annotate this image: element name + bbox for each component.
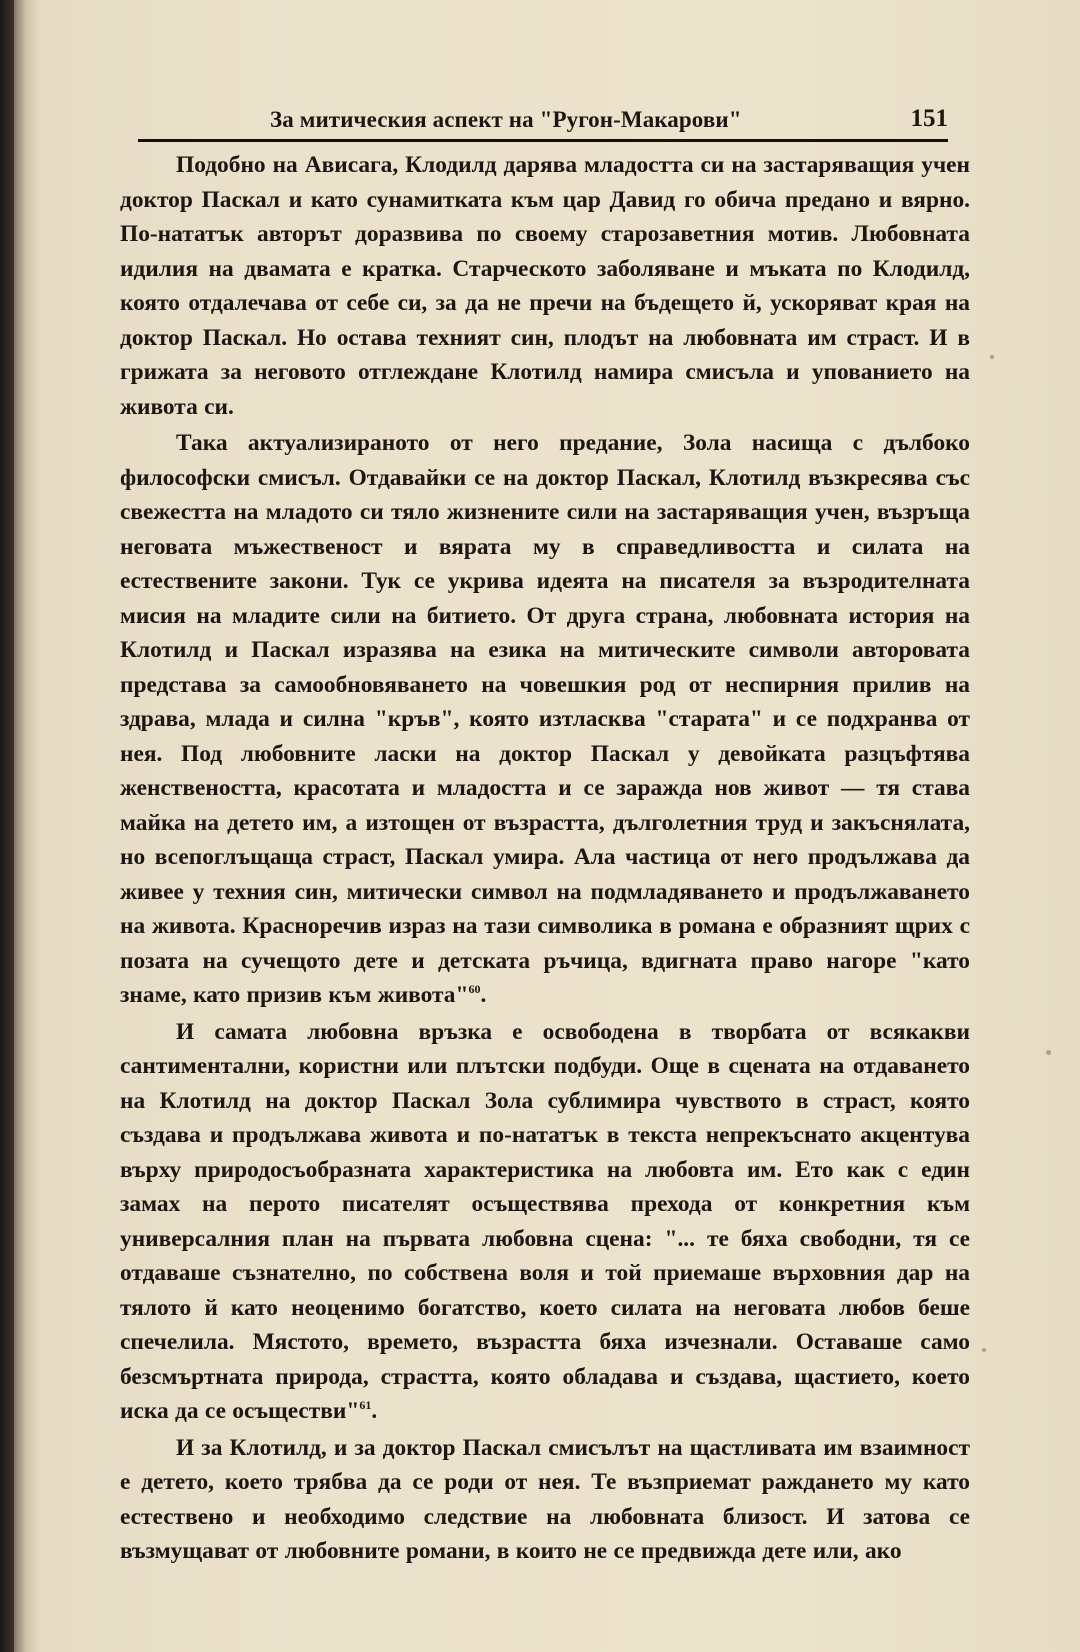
running-title: За митическия аспект на "Ругон-Макарови" [270, 107, 742, 132]
paragraph-text: Подобно на Ависага, Клодилд дарява младостта си на застаряващия учен доктор Паскал и като сунамитката към цар Давид го обича предано и вярно. По-нататък авторът доразвива по своему старозаветния мотив. Любовната идилия на двамата е кратка. Старческото заболяване и мъката по Клодилд, която отдалечава от себе си, за да не пречи на бъдещето й, ускоряват края на доктор Паскал. Но остава техният син, плодът на любовната им страст. И в грижата за неговото отглеждане Клотилд намира смисъла и упованието на живота си. [120, 152, 970, 420]
page-number: 151 [910, 105, 948, 132]
page-blemish [990, 355, 994, 359]
paragraph [120, 1431, 970, 1569]
footnote-ref: 60 [468, 982, 481, 996]
paragraph [120, 148, 970, 424]
body-text [120, 148, 970, 1569]
page-blemish [1046, 1050, 1051, 1055]
paragraph-end: . [371, 1398, 378, 1424]
paragraph-text: И за Клотилд, и за доктор Паскал смисълът на щастливата им взаимност е детето, което трябва да се роди от нея. Те възприемат раждането му като естествено и необходимо следствие на любовната близост. И затова се възмущават от любовните романи, в които не се предвижда дете или, ако [120, 1434, 970, 1564]
paragraph-end: . [480, 982, 487, 1008]
paragraph-text: Така актуализираното от него предание, Зола насища с дълбоко философски смисъл. Отдавайки се на доктор Паскал, Клотилд възкресява със свежестта на младото си тяло жизнените сили на застаряващия учен, възръща неговата мъжественост и вярата му в справедливостта и силата на естествените закони. Тук се укрива идеята на писателя за възродителната мисия на младите сили на битието. От друга страна, любовната история на Клотилд и Паскал изразява на езика на митическите символи авторовата представа за самообновяването на човешкия род от неспирния прилив на здрава, млада и силна "кръв", която изтласква "старата" и се подхранва от нея. Под любовните ласки на доктор Паскал у девойката разцъфтява женствеността, красотата и младостта и се заражда нов живот — тя става майка на детето им, а изтощен от възрастта, дълголетния труд и закъснялата, но всепоглъщаща страст, Паскал умира. Ала частица от него продължава да живее у техния син, митически символ на подмладяването и продължаването на живота. Красноречив израз на тази символика в романа е образният щрих с позата на сучещото дете и детската ръчица, вдигната право нагоре "като знаме, като призив към живота" [120, 430, 970, 1008]
running-header [138, 103, 948, 139]
page-blemish [982, 1348, 986, 1352]
paragraph [120, 426, 970, 1013]
paragraph-text: И самата любовна връзка е освободена в творбата от всякакви сантиментални, користни или плътски подбуди. Още в сцената на отдаването на Клотилд на доктор Паскал Зола сублимира чувството в страст, която създава и продължава живота и по-нататък в текста непрекъснато акцентува върху природосъобразната характеристика на любовта им. Ето как с един замах на перото писателят осъществява прехода от конкретния към универсалния план на първата любовна сцена: "... те бяха свободни, тя се отдаваше съзнателно, по собствена воля и той приемаше върховния дар на тялото й като неоценимо богатство, което силата на неговата любов беше спечелила. Мястото, времето, възрастта бяха изчезнали. Оставаше само безсмъртната природа, страстта, която обладава и създава, щастието, което иска да се осъществи" [120, 1018, 970, 1424]
header-rule [138, 139, 948, 142]
book-spine [0, 0, 14, 1652]
footnote-ref: 61 [359, 1398, 372, 1412]
paragraph [120, 1015, 970, 1429]
